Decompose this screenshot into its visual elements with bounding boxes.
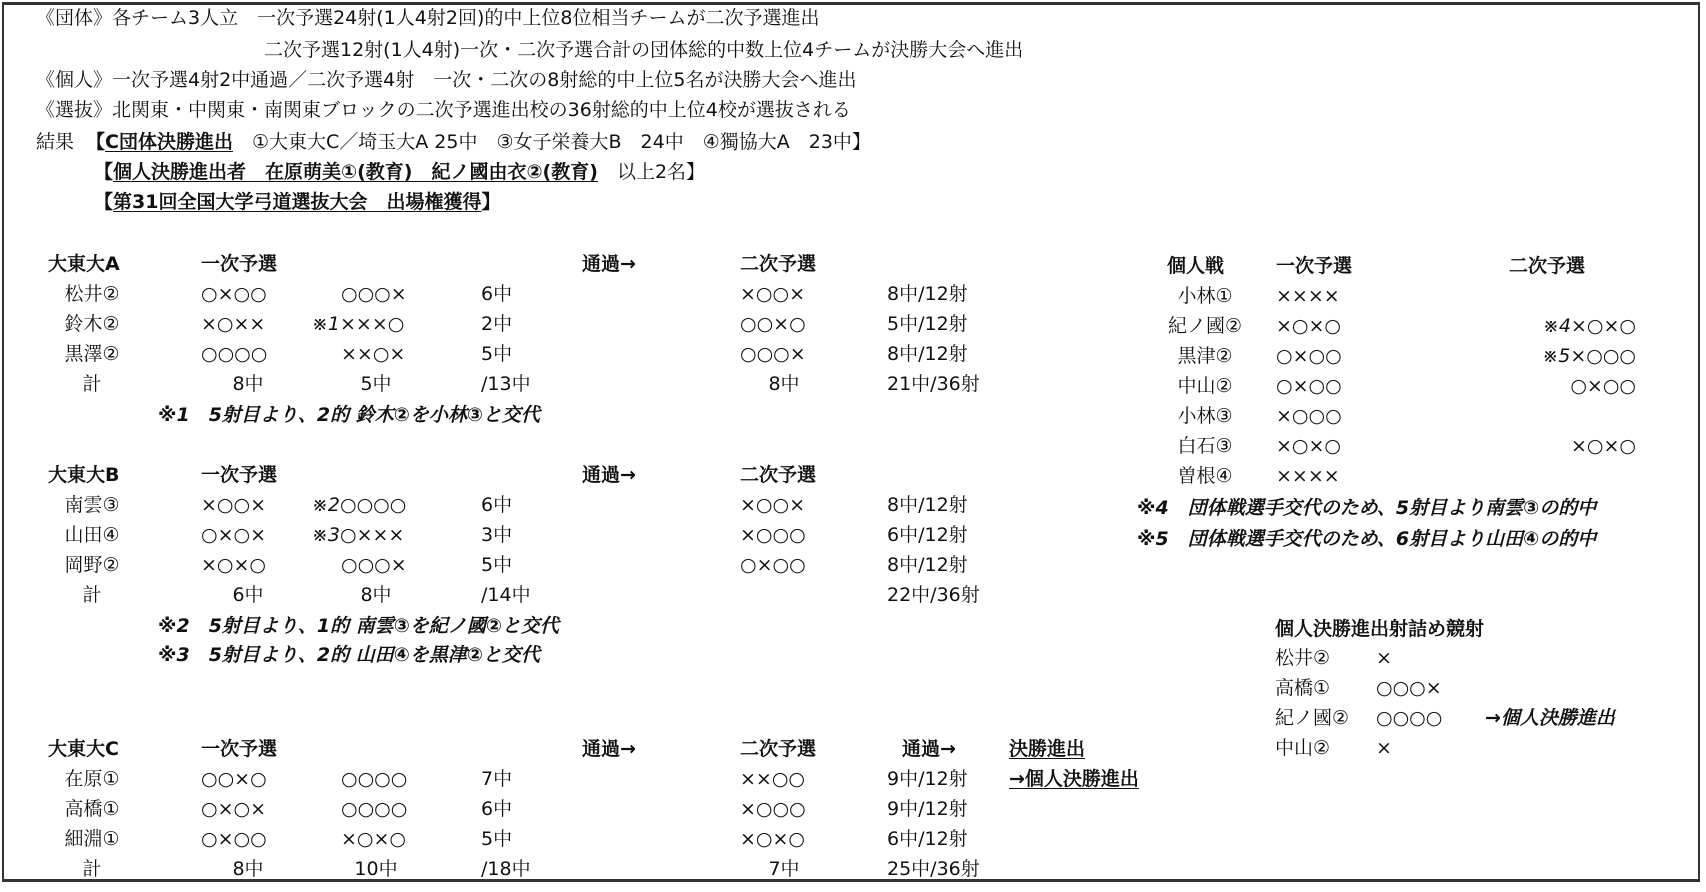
rule-team-line1: 《団体》各チーム3人立 一次予選24射(1人4射2回)的中上位8位相当チームが二次予選進出 [36, 7, 820, 29]
first-round-set1: ×○×○ [201, 554, 266, 576]
total-hits: 8中/12射 [887, 343, 968, 365]
first-round-set1: ×○○× [201, 494, 266, 516]
rule-individual: 《個人》一次予選4射2中通過／二次予選4射 一次・二次の8射総的中上位5名が決勝大会へ進出 [36, 69, 857, 91]
first-round-set1: ○○○○ [201, 343, 268, 365]
second-round-header: 二次予選 [740, 738, 817, 760]
shootoff-archer-name: 紀ノ國② [1275, 707, 1350, 729]
first-round-header: 一次予選 [201, 738, 278, 760]
shootoff-archer-name: 中山② [1275, 737, 1331, 759]
sum-second: 7中 [768, 858, 800, 880]
archer-name: 山田④ [64, 524, 120, 546]
individual-note: ※4 団体戦選手交代のため、5射目より南雲③の的中 [1137, 497, 1597, 519]
shootoff-result: ○○○× [1376, 677, 1442, 699]
individual-archer-name: 小林③ [1177, 405, 1233, 427]
individual-first-header: 一次予選 [1276, 255, 1353, 277]
sum-second: 8中 [768, 373, 800, 395]
rule-team-line2: 二次予選12射(1人4射)一次・二次予選合計の団体総的中数上位4チームが決勝大会へ進出 [264, 39, 1024, 61]
individual-archer-name: 黒津② [1177, 345, 1233, 367]
individual-first-marks: ×××× [1276, 465, 1340, 487]
bracket: 【 [94, 161, 114, 183]
bracket: 【 [86, 131, 106, 153]
first-round-set1: ×○×× [201, 313, 266, 335]
team-name: 大東大C [48, 738, 119, 760]
individual-first-marks: ×××× [1276, 285, 1340, 307]
second-round-marks: ×○○× [740, 283, 805, 305]
total-hits: 9中/12射 [887, 768, 968, 790]
rule-selection: 《選抜》北関東・中関東・南関東ブロックの二次予選進出校の36射総的中上位4校が選抜される [36, 99, 851, 121]
results-line-team [86, 130, 871, 154]
first-round-hits: 3中 [481, 524, 513, 546]
individual-archer-name: 白石③ [1177, 435, 1233, 457]
first-round-set2: ○○○× [341, 283, 407, 305]
individual-first-marks: ○×○○ [1276, 345, 1342, 367]
first-round-set2: ※2○○○○ [312, 494, 407, 516]
second-round-marks: ×○×○ [740, 828, 805, 850]
individual-note: ※5 団体戦選手交代のため、6射目より山田④の的中 [1137, 528, 1597, 550]
archer-name: 黒澤② [64, 343, 120, 365]
sum-first-set2: 8中 [360, 584, 392, 606]
sum-first-set2: 5中 [360, 373, 392, 395]
individual-title: 個人戦 [1167, 255, 1225, 277]
first-round-set2: ×○×○ [341, 828, 406, 850]
total-hits: 6中/12射 [887, 828, 968, 850]
individual-second-marks: ○×○○ [1570, 375, 1636, 397]
second-round-header: 二次予選 [740, 464, 817, 486]
archer-name: 細淵① [64, 828, 120, 850]
individual-second-marks: ※4×○×○ [1542, 315, 1636, 337]
individual-second-header: 二次予選 [1509, 255, 1586, 277]
shootoff-result: ○○○○ [1376, 707, 1443, 729]
individual-archer-name: 小林① [1177, 285, 1233, 307]
substitution-note: ※2 5射目より、1的 南雲③を紀ノ國②と交代 [158, 615, 559, 637]
total-hits: 6中/12射 [887, 524, 968, 546]
total-hits: 8中/12射 [887, 283, 968, 305]
second-round-marks: ×○○○ [740, 798, 806, 820]
first-round-set2: ○○○○ [341, 798, 408, 820]
total-hits: 8中/12射 [887, 554, 968, 576]
archer-name: 高橋① [64, 798, 120, 820]
archer-name: 鈴木② [64, 313, 120, 335]
results-line-individual [94, 160, 705, 184]
second-round-marks: ○×○○ [740, 554, 806, 576]
sum-label: 計 [82, 858, 102, 880]
second-round-marks: ××○○ [740, 768, 805, 790]
sum-total: 25中/36射 [887, 858, 980, 880]
first-round-set1: ○○×○ [201, 768, 267, 790]
individual-finalists: 個人決勝進出者 在原萌美①(教育) 紀ノ國由衣②(教育) [113, 161, 598, 183]
substitution-note: ※1 5射目より、2的 鈴木②を小林③と交代 [158, 404, 540, 426]
individual-second-marks: ×○×○ [1571, 435, 1636, 457]
sum-first-set2: 10中 [354, 858, 398, 880]
team-name: 大東大B [48, 464, 120, 486]
first-round-set2: ○○○× [341, 554, 407, 576]
qualification-text: 第31回全国大学弓道選抜大会 出場権獲得 [113, 191, 482, 213]
total-hits: 8中/12射 [887, 494, 968, 516]
second-pass-label: 通過→ [902, 738, 956, 760]
individual-archer-name: 曽根④ [1177, 465, 1233, 487]
first-round-set1: ○×○× [201, 524, 266, 546]
individual-archer-name: 中山② [1177, 375, 1233, 397]
final-advance-label: 決勝進出 [1009, 738, 1086, 760]
first-round-set1: ○×○○ [201, 283, 267, 305]
second-round-marks: ○○×○ [740, 313, 806, 335]
sum-total: 22中/36射 [887, 584, 980, 606]
sum-label: 計 [82, 584, 102, 606]
individual-first-marks: ○×○○ [1276, 375, 1342, 397]
shootoff-archer-name: 松井② [1275, 647, 1331, 669]
shootoff-archer-name: 高橋① [1275, 677, 1331, 699]
individual-advance-label: →個人決勝進出 [1009, 768, 1139, 790]
sum-first-hits: /14中 [481, 584, 531, 606]
sum-first-hits: /13中 [481, 373, 531, 395]
pass-label: 通過→ [582, 464, 636, 486]
sum-first-set1: 8中 [232, 373, 264, 395]
team-final-heading: C団体決勝進出 [105, 131, 233, 153]
individual-first-marks: ×○×○ [1276, 315, 1341, 337]
individual-first-marks: ×○○○ [1276, 405, 1342, 427]
first-round-hits: 2中 [481, 313, 513, 335]
first-round-hits: 6中 [481, 798, 513, 820]
first-round-set2: ○○○○ [341, 768, 408, 790]
team-final-list: ①大東大C／埼玉大A 25中 ③女子栄養大B 24中 ④獨協大A 23中】 [232, 131, 871, 153]
results-line-qualification [94, 190, 500, 214]
total-hits: 5中/12射 [887, 313, 968, 335]
sum-total: 21中/36射 [887, 373, 980, 395]
team-name: 大東大A [48, 253, 120, 275]
individual-second-marks: ※5×○○○ [1542, 345, 1636, 367]
results-label: 結果 [36, 131, 75, 153]
first-round-set1: ○×○○ [201, 828, 267, 850]
second-round-marks: ×○○○ [740, 524, 806, 546]
first-round-set2: ※3○××× [312, 524, 405, 546]
second-round-marks: ×○○× [740, 494, 805, 516]
pass-label: 通過→ [582, 738, 636, 760]
bracket: 】 [481, 191, 501, 213]
archer-name: 在原① [64, 768, 120, 790]
individual-count: 以上2名】 [597, 161, 706, 183]
substitution-note: ※3 5射目より、2的 山田④を黒津②と交代 [158, 644, 540, 666]
second-round-marks: ○○○× [740, 343, 806, 365]
first-round-header: 一次予選 [201, 253, 278, 275]
shootoff-title: 個人決勝進出射詰め競射 [1275, 618, 1485, 640]
shootoff-result: × [1376, 737, 1392, 759]
individual-first-marks: ×○×○ [1276, 435, 1341, 457]
total-hits: 9中/12射 [887, 798, 968, 820]
first-round-set2: ※1×××○ [312, 313, 405, 335]
sum-first-set1: 8中 [232, 858, 264, 880]
first-round-hits: 5中 [481, 343, 513, 365]
second-round-header: 二次予選 [740, 253, 817, 275]
sum-label: 計 [82, 373, 102, 395]
first-round-header: 一次予選 [201, 464, 278, 486]
individual-archer-name: 紀ノ國② [1167, 315, 1243, 337]
archer-name: 岡野② [64, 554, 120, 576]
shootoff-result: × [1376, 647, 1392, 669]
archer-name: 南雲③ [64, 494, 120, 516]
first-round-set1: ○×○× [201, 798, 266, 820]
first-round-hits: 5中 [481, 828, 513, 850]
archer-name: 松井② [64, 283, 120, 305]
sum-first-set1: 6中 [232, 584, 264, 606]
pass-label: 通過→ [582, 253, 636, 275]
sum-first-hits: /18中 [481, 858, 531, 880]
bracket: 【 [94, 191, 114, 213]
first-round-hits: 6中 [481, 283, 513, 305]
first-round-hits: 6中 [481, 494, 513, 516]
first-round-hits: 5中 [481, 554, 513, 576]
first-round-set2: ××○× [341, 343, 406, 365]
first-round-hits: 7中 [481, 768, 513, 790]
shootoff-advance-note: →個人決勝進出 [1485, 707, 1615, 729]
